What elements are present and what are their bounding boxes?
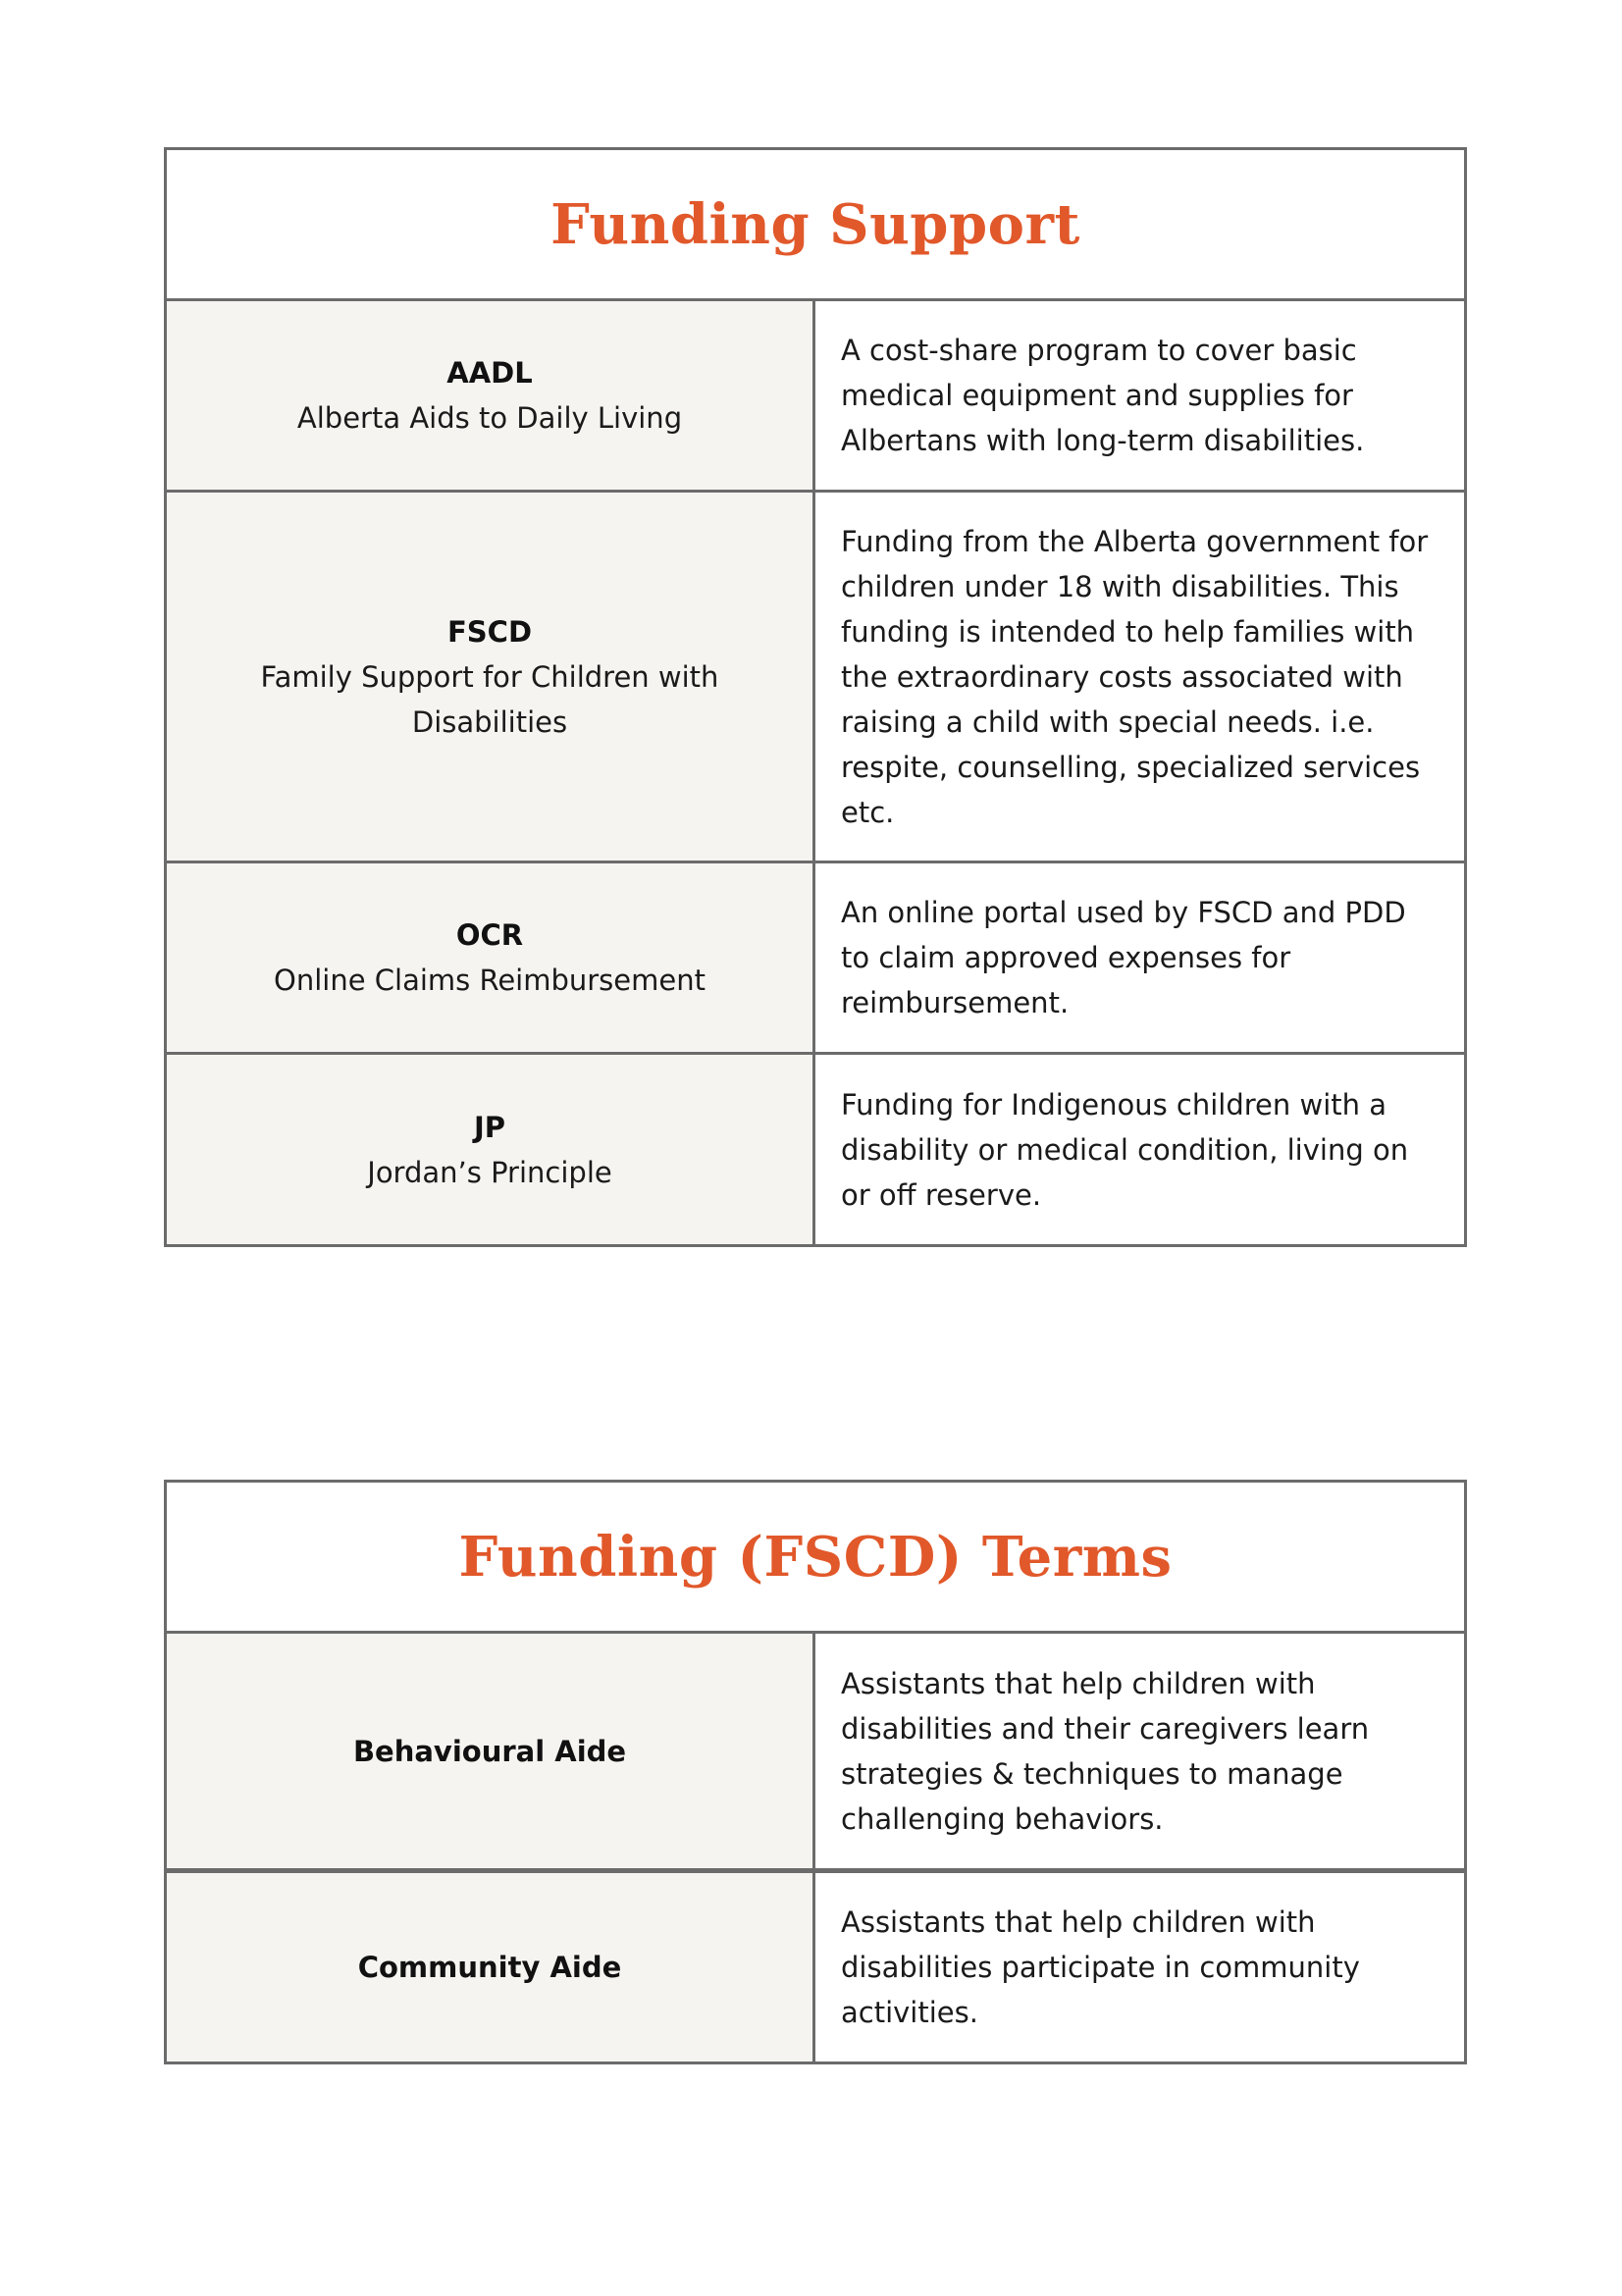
term-cell [167, 863, 815, 1052]
term-abbreviation: JP [473, 1110, 506, 1144]
term-cell [167, 301, 815, 490]
term-description: A cost-share program to cover basic medical equipment and supplies for Albertans with long-term disabilities. [841, 334, 1365, 457]
term-cell [167, 1055, 815, 1244]
term-cell [167, 1873, 815, 2061]
term-description: An online portal used by FSCD and PDD to claim approved expenses for reimbursement. [841, 896, 1406, 1019]
funding-support-title: Funding Support [167, 150, 1464, 301]
term-description: Funding from the Alberta government for children under 18 with disabilities. This funding is intended to help families with the extraordinary costs associated with raising a child with special needs. i.e. respite, counselling, specialized services etc. [841, 524, 1429, 829]
term-full-name: Alberta Aids to Daily Living [296, 401, 683, 435]
funding-terms-title: Funding (FSCD) Terms [167, 1483, 1464, 1634]
term-abbreviation: OCR [455, 918, 524, 952]
table-row [167, 493, 1464, 863]
term-full-name: Jordan’s Principle [367, 1155, 612, 1189]
term-cell [167, 1634, 815, 1868]
term-name: Community Aide [357, 1951, 622, 1984]
term-abbreviation: AADL [446, 356, 533, 390]
term-description: Funding for Indigenous children with a disability or medical condition, living on or off reserve. [841, 1087, 1409, 1212]
term-description: Assistants that help children with disabilities and their caregivers learn strategies & techniques to manage challenging behaviors. [841, 1666, 1370, 1836]
term-abbreviation: FSCD [446, 614, 533, 649]
table-row [167, 1871, 1464, 2061]
table-row [167, 1055, 1464, 1244]
term-description: Assistants that help children with disabilities participate in community activities. [841, 1905, 1360, 2029]
term-cell [167, 493, 815, 861]
table-row [167, 1634, 1464, 1871]
term-name: Behavioural Aide [352, 1734, 627, 1768]
funding-terms-table [164, 1480, 1467, 2064]
table-row [167, 301, 1464, 493]
term-full-name: Online Claims Reimbursement [274, 964, 706, 997]
funding-support-table [164, 147, 1467, 1247]
table-row [167, 863, 1464, 1055]
term-full-name: Family Support for Children with Disabilities [260, 659, 719, 739]
